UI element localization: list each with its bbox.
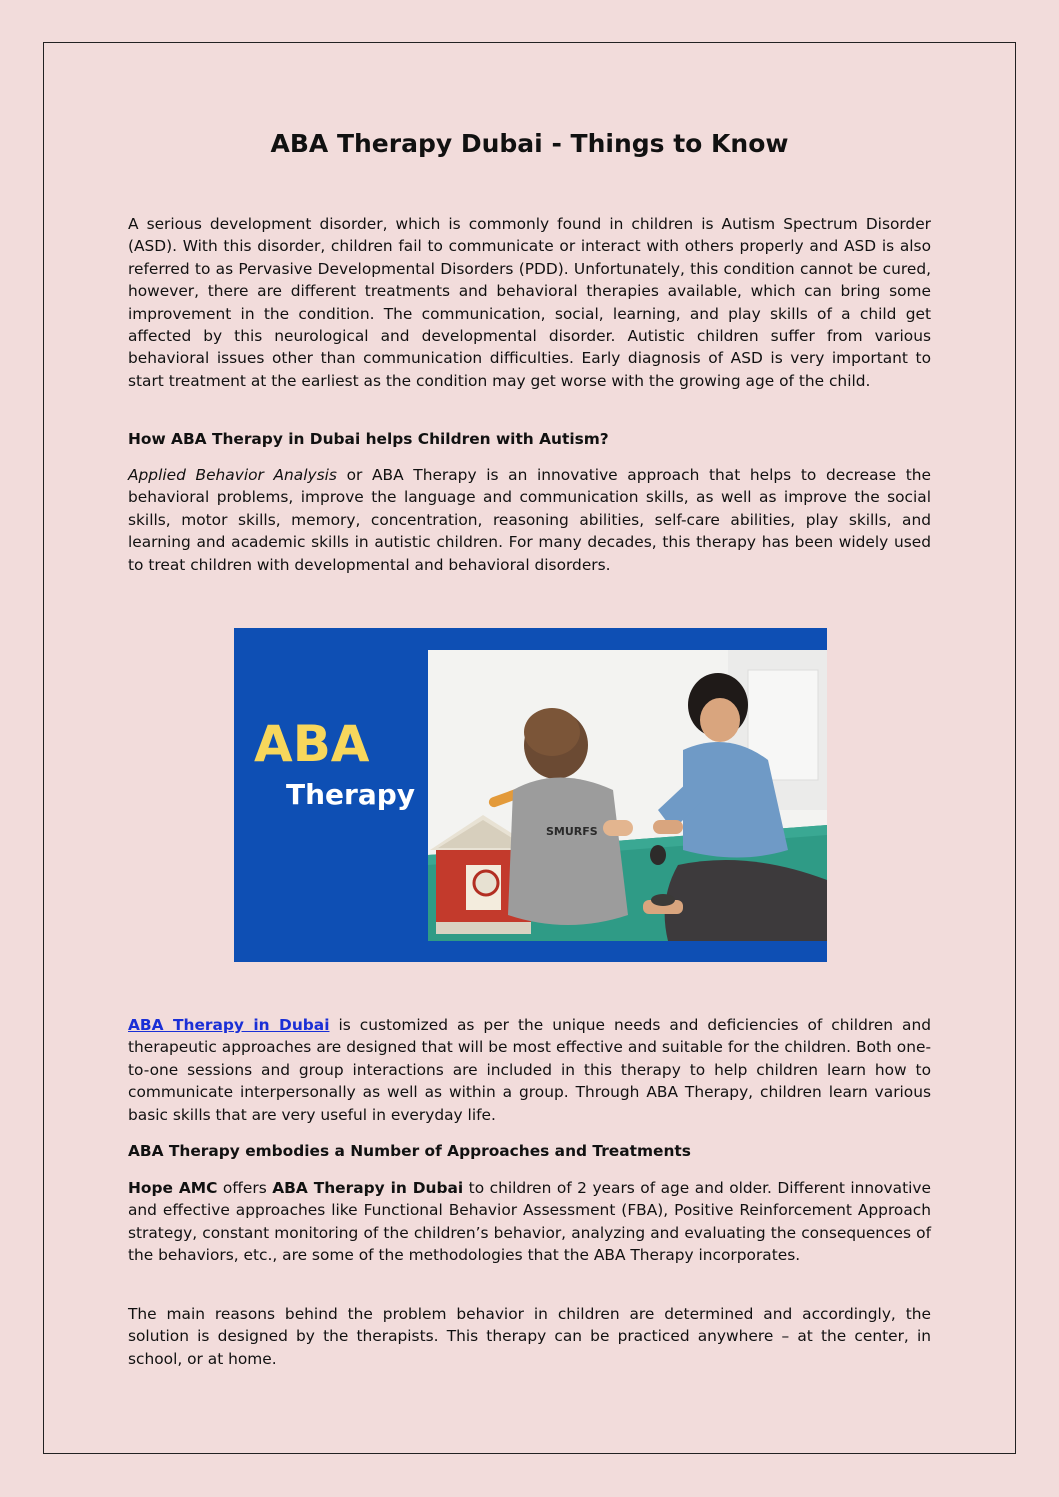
shirt-text: SMURFS: [546, 825, 598, 838]
intro-paragraph: A serious development disorder, which is commonly found in children is Autism Spectrum Disorder (ASD). With this disorder, children fail to communicate or interact with others properly and ASD is also referred to as Pervasive Developmental Disorders (PDD). Unfortunately, this condition cannot be cured, however, there are different treatments and behavioral therapies available, which can bring some improvement in the condition. The communication, social, learning, and play skills of a child get affected by this neurological and developmental disorder. Autistic children suffer from various behavioral issues other than communication difficulties. Early diagnosis of ASD is very important to start treatment at the earliest as the condition may get worse with the growing age of the child.: [128, 215, 931, 390]
hope-amc-name: Hope AMC: [128, 1179, 218, 1197]
aba-therapy-dubai-bold: ABA Therapy in Dubai: [272, 1179, 464, 1197]
aba-description-paragraph: [128, 464, 931, 576]
section-heading-approaches: ABA Therapy embodies a Number of Approaches and Treatments: [128, 1142, 691, 1160]
aba-therapy-in-dubai-link[interactable]: ABA Therapy in Dubai: [128, 1016, 330, 1034]
aba-therapy-banner-image: [234, 628, 827, 962]
page-title: ABA Therapy Dubai - Things to Know: [270, 129, 789, 158]
customization-text: is customized as per the unique needs and deficiencies of children and therapeutic approaches are designed that will be most effective and suitable for the children. Both one-to-one sessions and group interactions are included in this therapy to help children learn how to communicate interpersonally as well as within a group. Through ABA Therapy, children learn various basic skills that are very useful in everyday life.: [128, 1016, 931, 1124]
aba-description-text: or ABA Therapy is an innovative approach that helps to decrease the behavioral problems, improve the language and communication skills, as well as improve the social skills, motor skills, memory, concentration, reasoning abilities, self-care abilities, play skills, and learning and academic skills in autistic children. For many decades, this therapy has been widely used to treat children with developmental and behavioral disorders.: [128, 466, 931, 574]
offers-text: offers: [217, 1179, 273, 1197]
therapy-session-photo: [428, 650, 827, 941]
section-heading-how-aba-helps: How ABA Therapy in Dubai helps Children with Autism?: [128, 430, 609, 448]
banner-subheading: Therapy: [286, 778, 416, 811]
banner-heading: ABA: [254, 715, 370, 773]
approaches-text: to children of 2 years of age and older. Different innovative and effective approaches like Functional Behavior Assessment (FBA), Positive Reinforcement Approach strategy, constant monitoring of the children’s behavior, analyzing and evaluating the consequences of the behaviors, etc., are some of the methodologies that the ABA Therapy incorporates.: [128, 1179, 931, 1265]
reasons-paragraph: The main reasons behind the problem behavior in children are determined and accordingly, the solution is designed by the therapists. This therapy can be practiced anywhere – at the center, in school, or at home.: [128, 1305, 931, 1368]
italic-term: Applied Behavior Analysis: [128, 466, 337, 484]
hope-amc-paragraph: [128, 1177, 931, 1267]
customization-paragraph: [128, 1014, 931, 1126]
